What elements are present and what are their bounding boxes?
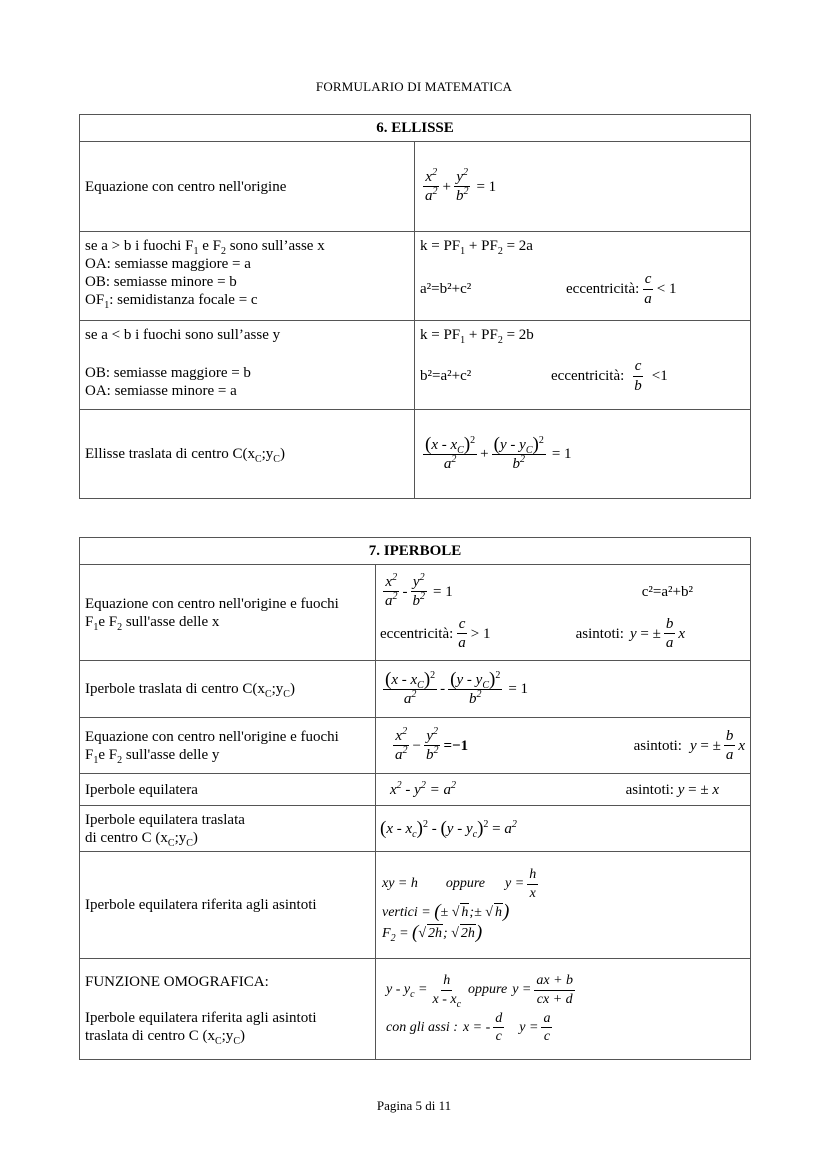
iperbole-equilatera-traslata-label: Iperbole equilatera traslata di centro C $(x_C;y_C)$	[80, 806, 376, 852]
funzione-omografica-formulas: y - $y_c$ = $\frac{h}{x - x_c}$ oppure y = $\frac{ax + b}{cx + d}$ con gli assi : x = - $\frac{d}{c}$ y = $\frac{a}{c}$	[376, 959, 751, 1060]
iperbole-asintoti-label: Iperbole equilatera riferita agli asintoti	[80, 852, 376, 959]
page-header: FORMULARIO DI MATEMATICA	[315, 79, 513, 94]
ellisse-case-x-formulas: $k = PF_1 + PF_2 = 2a$ a²=b²+c² eccentricità: $\frac{c}{a}$ < 1	[415, 232, 751, 321]
iperbole-table	[79, 537, 751, 1060]
iperbole-translated-equation: $\frac{(x - x_C)^2}{a^2}$ - $\frac{(y - y_C)^2}{b^2}$ = 1	[376, 661, 751, 718]
ellisse-case-x-text: se a > b i fuochi $F_1$ e $F_2$ sono sull’asse x OA: semiasse maggiore = a OB: semiasse minore = b $OF_1$: semidistanza focale = c	[80, 232, 415, 321]
ellisse-case-y-formulas: $k = PF_1 + PF_2 = 2b$ b²=a²+c² eccentricità: $\frac{c}{b}$ <1	[415, 321, 751, 410]
iperbole-translated-label: Iperbole traslata di centro $C(x_C;y_C)$	[80, 661, 376, 718]
ellisse-case-y-text: se a < b i fuochi sono sull’asse y OB: semiasse maggiore = b OA: semiasse minore = a	[80, 321, 415, 410]
iperbole-equilatera-label: Iperbole equilatera	[80, 774, 376, 806]
page-footer: Pagina 5 di 11	[376, 1098, 452, 1113]
iperbole-origin-y-formulas: $\frac{x^2}{a^2}$ − $\frac{y^2}{b^2}$ =−1 asintoti: y = ± $\frac{b}{a}$ x	[376, 718, 751, 774]
ellisse-table	[79, 114, 751, 499]
iperbole-equilatera-traslata-equation: $(x - x_c)^2 - (y - y_c)^2 = a^2$	[376, 806, 751, 852]
iperbole-origin-y-label: Equazione con centro nell'origine e fuochi $F_1e$ $F_2$ sull'asse delle y	[80, 718, 376, 774]
iperbole-origin-x-label: Equazione con centro nell'origine e fuochi $F_1e$ $F_2$ sull'asse delle x	[80, 565, 376, 661]
iperbole-origin-x-formulas: $\frac{x^2}{a^2}$ - $\frac{y^2}{b^2}$ = 1 c²=a²+b² eccentricità: $\frac{c}{a}$ > 1 asintoti: y = ± $\frac{b}{a}$ x	[376, 565, 751, 661]
ellisse-translated-equation: $\frac{(x - x_C)^2}{a^2}$ + $\frac{(y - y_C)^2}{b^2}$ = 1	[415, 410, 751, 499]
ellisse-translated-label: Ellisse traslata di centro $C(x_C;y_C)$	[80, 410, 415, 499]
iperbole-title: 7. IPERBOLE	[80, 538, 751, 565]
iperbole-equilatera-formulas: $x^2 - y^2 = a^2$ asintoti: y = ± x	[376, 774, 751, 806]
funzione-omografica-label: FUNZIONE OMOGRAFICA: Iperbole equilatera riferita agli asintoti traslata di centro C $(x_C;y_C)$	[80, 959, 376, 1060]
ellisse-origin-label: Equazione con centro nell'origine	[80, 142, 415, 232]
ellisse-origin-equation: $\frac{x^2}{a^2}$ + $\frac{y^2}{b^2}$ = 1	[415, 142, 751, 232]
ellisse-title: 6. ELLISSE	[80, 115, 751, 142]
iperbole-asintoti-formulas: xy = h oppure y = $\frac{h}{x}$ vertici = (± √ h;± √ h) $F_2$ = (√ 2h; √ 2h)	[376, 852, 751, 959]
